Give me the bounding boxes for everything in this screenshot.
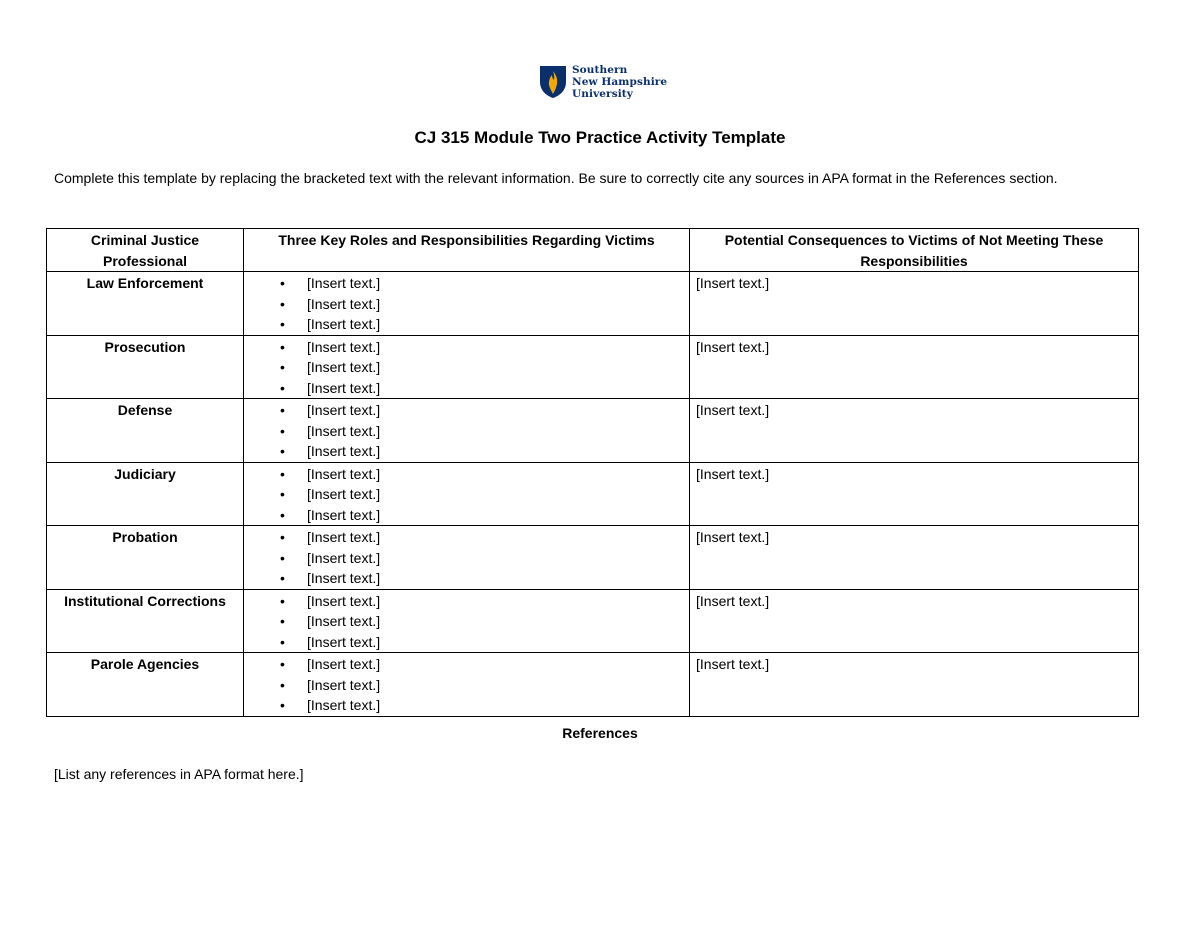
logo-line-2: New Hampshire bbox=[572, 76, 668, 88]
university-name bbox=[572, 64, 667, 100]
flame-shield-icon bbox=[539, 65, 567, 99]
table-row bbox=[47, 589, 1139, 653]
header-roles: Three Key Roles and Responsibilities Regarding Victims bbox=[244, 229, 690, 272]
professional-cell: Parole Agencies bbox=[47, 653, 244, 717]
list-item[interactable]: • [Insert text.] bbox=[250, 273, 683, 294]
roles-cell bbox=[244, 335, 690, 399]
intro-paragraph: Complete this template by replacing the bracketed text with the relevant information. Be sure to correctly cite any sources in APA format in the References section. bbox=[54, 170, 1058, 186]
professional-cell: Defense bbox=[47, 399, 244, 463]
table-body bbox=[47, 272, 1139, 717]
professional-cell: Law Enforcement bbox=[47, 272, 244, 336]
logo-line-1: Southern bbox=[572, 64, 628, 76]
roles-cell bbox=[244, 653, 690, 717]
roles-list bbox=[250, 591, 683, 653]
consequences-cell[interactable]: [Insert text.] bbox=[690, 462, 1139, 526]
list-item[interactable]: • [Insert text.] bbox=[250, 337, 683, 358]
list-item[interactable]: • [Insert text.] bbox=[250, 675, 683, 696]
references-placeholder[interactable]: [List any references in APA format here.] bbox=[54, 766, 304, 782]
list-item[interactable]: • [Insert text.] bbox=[250, 484, 683, 505]
consequences-cell[interactable]: [Insert text.] bbox=[690, 589, 1139, 653]
professional-cell: Prosecution bbox=[47, 335, 244, 399]
list-item[interactable]: • [Insert text.] bbox=[250, 591, 683, 612]
list-item[interactable]: • [Insert text.] bbox=[250, 421, 683, 442]
table-row bbox=[47, 272, 1139, 336]
document-title: CJ 315 Module Two Practice Activity Template bbox=[414, 128, 786, 147]
list-item[interactable]: • [Insert text.] bbox=[250, 695, 683, 716]
roles-cell bbox=[244, 589, 690, 653]
list-item[interactable]: • [Insert text.] bbox=[250, 464, 683, 485]
list-item[interactable]: • [Insert text.] bbox=[250, 611, 683, 632]
professional-cell: Probation bbox=[47, 526, 244, 590]
consequences-cell[interactable]: [Insert text.] bbox=[690, 653, 1139, 717]
university-logo bbox=[539, 65, 667, 100]
roles-list bbox=[250, 527, 683, 589]
professional-cell: Judiciary bbox=[47, 462, 244, 526]
table-header-row bbox=[47, 229, 1139, 272]
activity-table bbox=[46, 228, 1139, 717]
references-heading: References bbox=[562, 725, 638, 741]
roles-list bbox=[250, 273, 683, 335]
roles-list bbox=[250, 337, 683, 399]
list-item[interactable]: • [Insert text.] bbox=[250, 400, 683, 421]
list-item[interactable]: • [Insert text.] bbox=[250, 527, 683, 548]
professional-cell: Institutional Corrections bbox=[47, 589, 244, 653]
header-consequences: Potential Consequences to Victims of Not Meeting These Responsibilities bbox=[690, 229, 1139, 272]
roles-cell bbox=[244, 399, 690, 463]
table-row bbox=[47, 526, 1139, 590]
table-row bbox=[47, 462, 1139, 526]
list-item[interactable]: • [Insert text.] bbox=[250, 294, 683, 315]
consequences-cell[interactable]: [Insert text.] bbox=[690, 272, 1139, 336]
table-row bbox=[47, 335, 1139, 399]
list-item[interactable]: • [Insert text.] bbox=[250, 314, 683, 335]
list-item[interactable]: • [Insert text.] bbox=[250, 357, 683, 378]
roles-cell bbox=[244, 526, 690, 590]
list-item[interactable]: • [Insert text.] bbox=[250, 632, 683, 653]
logo-line-3: University bbox=[572, 88, 633, 100]
consequences-cell[interactable]: [Insert text.] bbox=[690, 335, 1139, 399]
roles-cell bbox=[244, 462, 690, 526]
list-item[interactable]: • [Insert text.] bbox=[250, 441, 683, 462]
list-item[interactable]: • [Insert text.] bbox=[250, 378, 683, 399]
consequences-cell[interactable]: [Insert text.] bbox=[690, 526, 1139, 590]
roles-list bbox=[250, 464, 683, 526]
header-professional: Criminal Justice Professional bbox=[47, 229, 244, 272]
list-item[interactable]: • [Insert text.] bbox=[250, 505, 683, 526]
roles-list bbox=[250, 654, 683, 716]
list-item[interactable]: • [Insert text.] bbox=[250, 568, 683, 589]
roles-cell bbox=[244, 272, 690, 336]
table-row bbox=[47, 399, 1139, 463]
consequences-cell[interactable]: [Insert text.] bbox=[690, 399, 1139, 463]
list-item[interactable]: • [Insert text.] bbox=[250, 548, 683, 569]
list-item[interactable]: • [Insert text.] bbox=[250, 654, 683, 675]
table-row bbox=[47, 653, 1139, 717]
roles-list bbox=[250, 400, 683, 462]
